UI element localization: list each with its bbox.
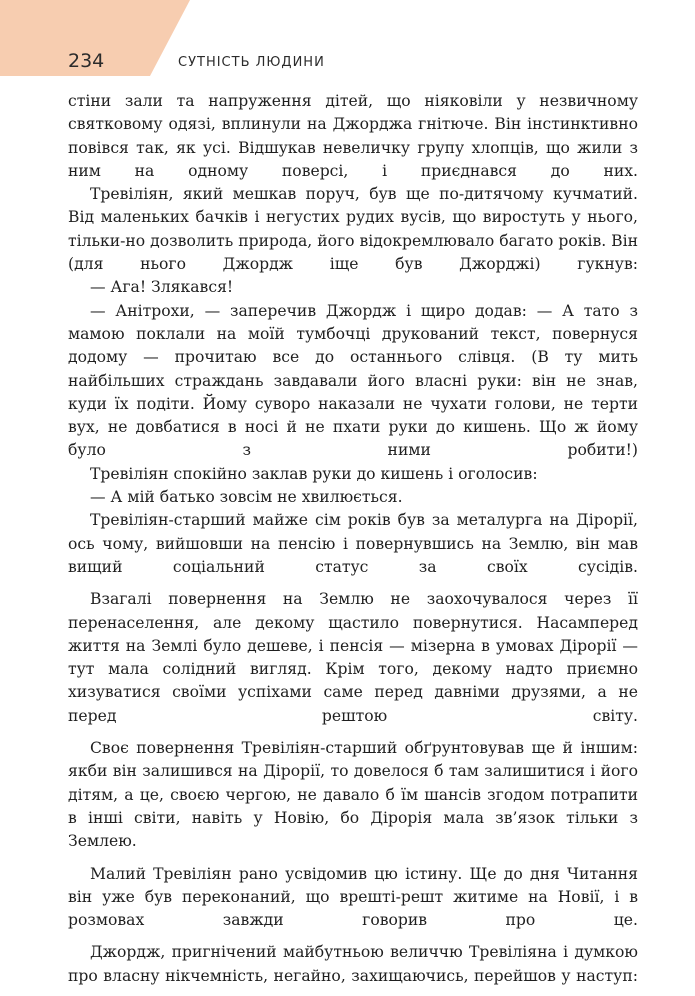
paragraph-1: стіни зали та напруження дітей, що ніяковіли у незвичному святковому одязі, вплинули на Джорджа гнітюче. Він інстинктивно повівся так, як усі. Відшукав невеличку групу хлопців, що жили з ним на одному поверсі, і приєднався до них.: [68, 92, 638, 180]
paragraph-5: Тревіліян спокійно заклав руки до кишень і оголосив:: [90, 464, 538, 483]
paragraph-11: Джордж, пригнічений майбутньою величчю Тревіліяна і думкою про власну нікчемність, негайно, захищаючись, перейшов у наступ:: [68, 943, 638, 985]
paragraph-4: — Анітрохи, — заперечив Джордж і щиро додав: — А тато з мамою поклали на моїй тумбочці друкований текст, повернуся додому — прочитаю все до останнього слівця. (В ту мить найбільших страждань завдавали його власні руки: він не знав, куди їх подіти. Йому суворо наказали не чухати голови, не терти вух, не довбатися в носі й не пхати руки до кишень. Що ж йому було з ними робити!): [68, 301, 638, 460]
running-head: СУТНІСТЬ ЛЮДИНИ: [178, 55, 325, 70]
body-text: [68, 90, 638, 988]
paragraph-8: Взагалі повернення на Землю не заохочувалося через її перенаселення, але декому щастило повернутися. Насамперед життя на Землі було дешеве, і пенсія — мізерна в умовах Дірорії — тут мала солідний вигляд. Крім того, декому надто приємно хизуватися своїми успіхами саме перед давніми друзями, а не перед рештою світу.: [68, 590, 638, 725]
paragraph-10: Малий Тревіліян рано усвідомив цю істину. Ще до дня Читання він уже був переконаний, що врешті-решт житиме на Новії, і в розмовах завжди говорив про це.: [68, 864, 638, 930]
paragraph-3: — Ага! Злякався!: [90, 278, 234, 297]
page-number: 234: [68, 50, 105, 72]
paragraph-6: — А мій батько зовсім не хвилюється.: [90, 488, 403, 507]
paragraph-9: Своє повернення Тревіліян-старший обґрунтовував ще й іншим: якби він залишився на Дірорії, то довелося б там залишитися і його дітям, а це, своєю чергою, не давало б їм шансів згодом потрапити в інші світи, навіть у Новію, бо Дірорія мала зв’язок тільки з Землею.: [68, 739, 638, 851]
paragraph-2: Тревіліян, який мешкав поруч, був ще по-дитячому кучматий. Від маленьких бачків і негустих рудих вусів, що виростуть у нього, тільки-но дозволить природа, його відокремлювало багато років. Він (для нього Джордж іще був Джорджі) гукнув:: [68, 185, 638, 274]
paragraph-7: Тревіліян-старший майже сім років був за металурга на Дірорії, ось чому, вийшовши на пенсію і повернувшись на Землю, він мав вищий соціальний статус за своїх сусідів.: [68, 511, 638, 576]
